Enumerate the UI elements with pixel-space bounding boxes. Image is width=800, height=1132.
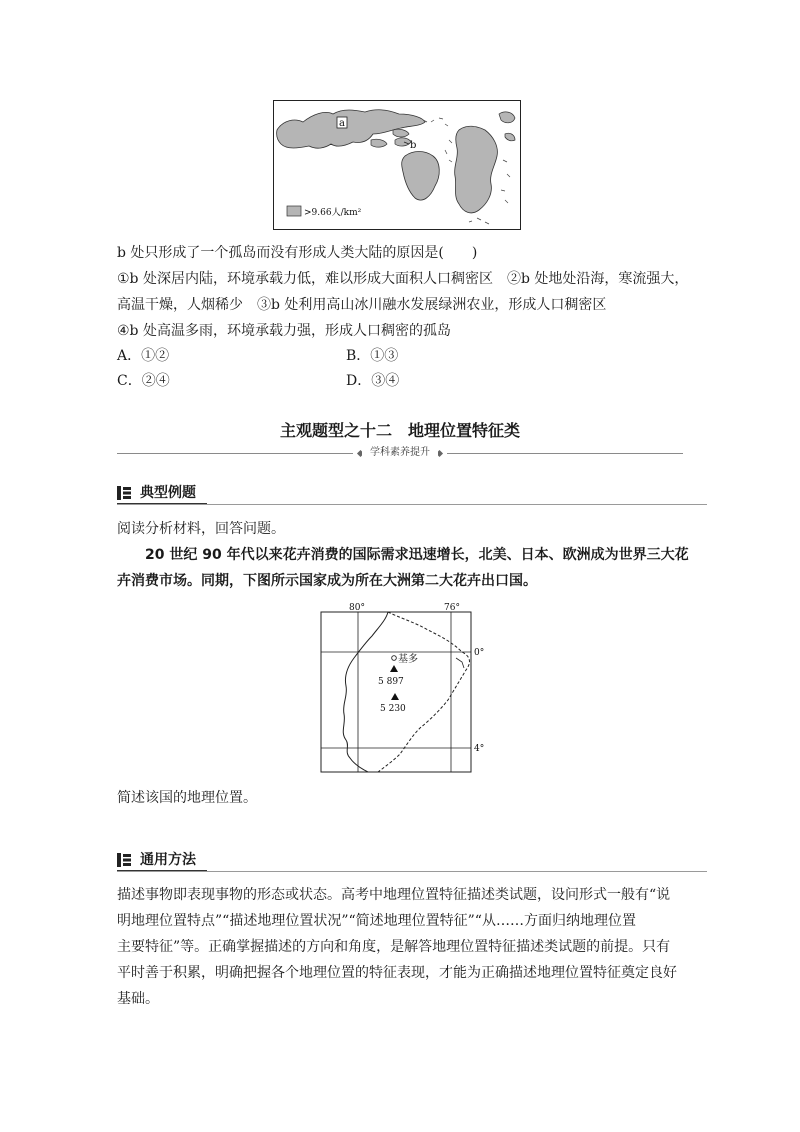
question-statement-line-2: 高温干燥，人烟稀少 ③b 处利用高山冰川融水发展绿洲农业，形成人口稠密区 (117, 297, 607, 313)
lon-label-right: 76° (444, 603, 460, 613)
example-heading-rule (117, 504, 707, 505)
question-statement-line-3: ④b 处高温多雨，环境承载力强，形成人口稠密的孤岛 (117, 323, 451, 339)
option-c[interactable]: C．②④ (117, 373, 170, 389)
section-subtitle: 学科素养提升 (0, 444, 800, 462)
example-material-line-2: 卉消费市场。同期，下图所示国家成为所在大洲第二大花卉出口国。 (117, 573, 537, 589)
option-d[interactable]: D．③④ (346, 373, 400, 389)
country-map-figure (316, 600, 491, 776)
example-material-line-1: 20 世纪 90 年代以来花卉消费的国际需求迅速增长，北美、日本、欧洲成为世界三大花 (145, 547, 689, 563)
legend-label: >9.66人/km² (304, 208, 362, 218)
population-density-map (273, 100, 521, 230)
method-line-1: 描述事物即表现事物的形态或状态。高考中地理位置特征描述类试题，设问形式一般有“说 (117, 887, 671, 903)
heading-bars-icon-2 (117, 853, 131, 867)
question-stem: b 处只形成了一个孤岛而没有形成人类大陆的原因是( ) (117, 245, 478, 261)
example-intro: 阅读分析材料，回答问题。 (117, 521, 285, 537)
method-heading: 通用方法 (140, 852, 196, 868)
country-map (316, 600, 491, 776)
method-heading-rule (117, 871, 707, 872)
peak-1-label: 5 897 (378, 677, 404, 687)
population-map-figure (273, 100, 521, 230)
capital-label: 基多 (398, 654, 418, 665)
section-title: 主观题型之十二 地理位置特征类 (279, 421, 520, 440)
lat-label-top: 0° (474, 648, 485, 658)
example-question: 简述该国的地理位置。 (117, 790, 257, 806)
option-b[interactable]: B．①③ (346, 348, 399, 364)
method-line-3: 主要特征”等。正确掌握描述的方向和角度，是解答地理位置特征描述类试题的前提。只有 (117, 939, 671, 955)
method-line-5: 基础。 (117, 991, 159, 1007)
lat-label-bottom: 4° (474, 744, 485, 754)
capital-dot (392, 656, 397, 661)
option-a[interactable]: A．①② (117, 348, 170, 364)
example-heading: 典型例题 (140, 485, 196, 501)
method-line-4: 平时善于积累，明确把握各个地理位置的特征表现，才能为正确描述地理位置特征奠定良好 (117, 965, 677, 981)
map1-label-a: a (339, 118, 345, 129)
heading-bars-icon (117, 486, 131, 500)
map1-label-b: b (410, 140, 417, 151)
method-line-2: 明地理位置特点”“描述地理位置状况”“简述地理位置特征”“从……方面归纳地理位置 (117, 913, 636, 929)
peak-2-label: 5 230 (380, 704, 406, 714)
lon-label-left: 80° (349, 603, 365, 613)
question-statement-line-1: ①b 处深居内陆，环境承载力低，难以形成大面积人口稠密区 ②b 处地处沿海，寒流强大， (117, 271, 689, 287)
legend-swatch (287, 206, 301, 216)
